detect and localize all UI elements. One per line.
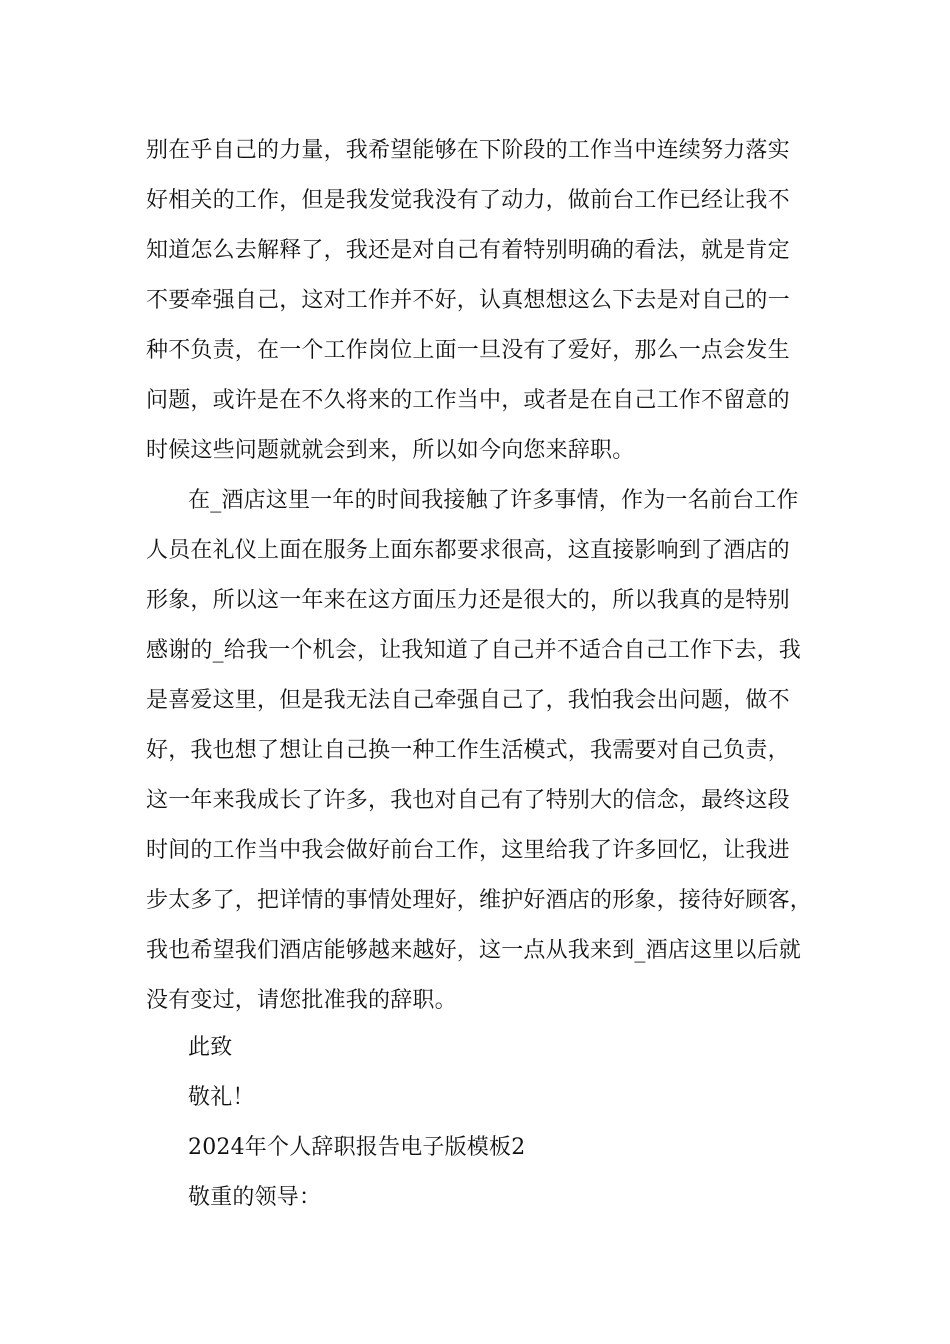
salutation-line-2: 敬礼！ xyxy=(188,1085,255,1110)
paragraph-1-line: 时候这些问题就就会到来，所以如今向您来辞职。 xyxy=(146,438,635,463)
salutation-line-1: 此致 xyxy=(188,1035,233,1060)
paragraph-2-line: 时间的工作当中我会做好前台工作，这里给我了许多回忆，让我进 xyxy=(146,838,790,863)
closing-section xyxy=(146,1023,826,1223)
next-document-greeting: 敬重的领导： xyxy=(188,1185,322,1210)
paragraph-2-line: 感谢的_给我一个机会，让我知道了自己并不适合自己工作下去，我 xyxy=(146,638,802,663)
paragraph-1-line: 问题，或许是在不久将来的工作当中，或者是在自己工作不留意的 xyxy=(146,388,790,413)
paragraph-1-line: 别在乎自己的力量，我希望能够在下阶段的工作当中连续努力落实 xyxy=(146,138,790,163)
paragraph-1-line: 知道怎么去解释了，我还是对自己有着特别明确的看法，就是肯定 xyxy=(146,238,790,263)
paragraph-2 xyxy=(146,476,826,1026)
paragraph-2-line: 步太多了，把详情的事情处理好，维护好酒店的形象，接待好顾客， xyxy=(146,888,813,913)
paragraph-2-line: 是喜爱这里，但是我无法自己牵强自己了，我怕我会出问题，做不 xyxy=(146,688,790,713)
paragraph-1-line: 种不负责，在一个工作岗位上面一旦没有了爱好，那么一点会发生 xyxy=(146,338,790,363)
next-document-title: 2024年个人辞职报告电子版模板2 xyxy=(188,1135,526,1160)
paragraph-2-line: 在_酒店这里一年的时间我接触了许多事情，作为一名前台工作 xyxy=(188,488,799,513)
paragraph-1 xyxy=(146,126,826,476)
paragraph-1-line: 好相关的工作，但是我发觉我没有了动力，做前台工作已经让我不 xyxy=(146,188,790,213)
paragraph-2-line: 好，我也想了想让自己换一种工作生活模式，我需要对自己负责， xyxy=(146,738,790,763)
paragraph-1-line: 不要牵强自己，这对工作并不好，认真想想这么下去是对自己的一 xyxy=(146,288,790,313)
paragraph-2-line: 形象，所以这一年来在这方面压力还是很大的，所以我真的是特别 xyxy=(146,588,790,613)
paragraph-2-line: 我也希望我们酒店能够越来越好，这一点从我来到_酒店这里以后就 xyxy=(146,938,802,963)
paragraph-2-line: 人员在礼仪上面在服务上面东都要求很高，这直接影响到了酒店的 xyxy=(146,538,790,563)
paragraph-2-line: 这一年来我成长了许多，我也对自己有了特别大的信念，最终这段 xyxy=(146,788,790,813)
paragraph-2-line: 没有变过，请您批准我的辞职。 xyxy=(146,988,457,1013)
